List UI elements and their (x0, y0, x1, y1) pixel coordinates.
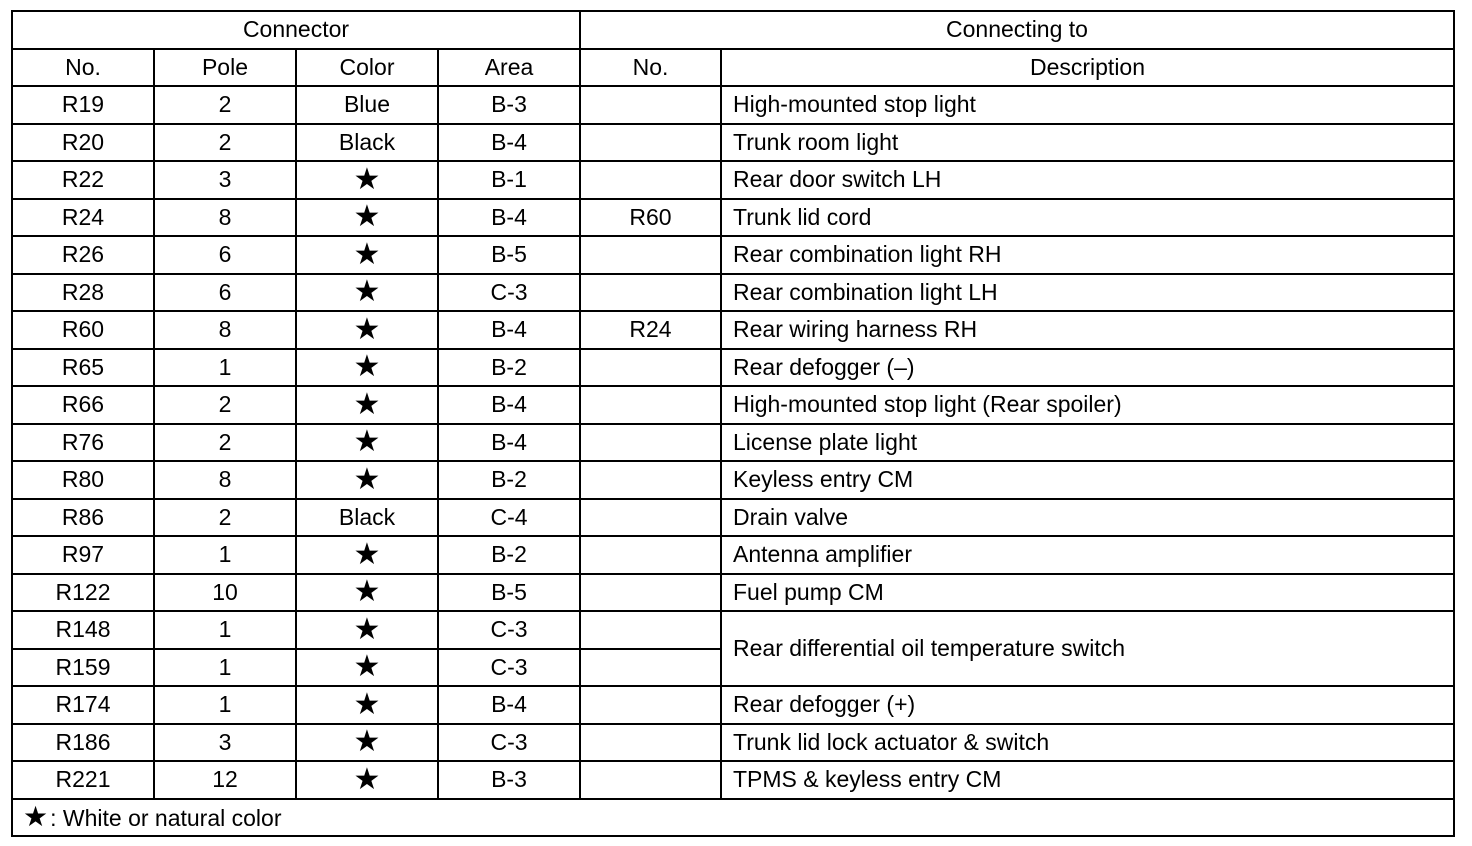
color-cell (296, 349, 438, 387)
pole-cell: 1 (154, 536, 296, 574)
description-cell: Keyless entry CM (721, 461, 1454, 499)
color-cell (296, 274, 438, 312)
description-cell: TPMS & keyless entry CM (721, 761, 1454, 799)
area-cell: B-2 (438, 461, 580, 499)
connecting-no-cell: R60 (580, 199, 721, 237)
connecting-no-cell (580, 686, 721, 724)
area-cell: B-4 (438, 386, 580, 424)
description-cell: Rear door switch LH (721, 161, 1454, 199)
connector-no-cell: R65 (12, 349, 154, 387)
legend-note (12, 799, 1454, 837)
color-cell (296, 686, 438, 724)
area-cell: B-5 (438, 574, 580, 612)
color-cell (296, 536, 438, 574)
table-row (12, 761, 1454, 799)
color-cell (296, 199, 438, 237)
color-cell (296, 761, 438, 799)
connector-no-cell: R60 (12, 311, 154, 349)
star-icon: ★ (353, 274, 381, 310)
color-cell (296, 161, 438, 199)
star-icon: ★ (353, 424, 381, 460)
pole-cell: 8 (154, 199, 296, 237)
description-cell: High-mounted stop light (721, 86, 1454, 124)
area-cell: B-3 (438, 761, 580, 799)
to-no-column-header: No. (580, 49, 721, 87)
legend-text: : White or natural color (50, 805, 282, 832)
color-cell (296, 236, 438, 274)
color-cell (296, 574, 438, 612)
connector-table (11, 10, 1455, 837)
connector-no-cell: R122 (12, 574, 154, 612)
pole-cell: 8 (154, 311, 296, 349)
star-icon: ★ (353, 311, 381, 347)
area-cell: B-4 (438, 199, 580, 237)
area-cell: B-5 (438, 236, 580, 274)
color-cell (296, 724, 438, 762)
connector-no-cell: R24 (12, 199, 154, 237)
connector-no-cell: R86 (12, 499, 154, 537)
table-row (12, 199, 1454, 237)
description-cell: Trunk lid cord (721, 199, 1454, 237)
connector-group-header: Connector (12, 11, 580, 49)
pole-cell: 6 (154, 236, 296, 274)
connecting-no-cell (580, 424, 721, 462)
star-icon: ★ (353, 161, 381, 197)
table-row (12, 124, 1454, 162)
connector-no-cell: R80 (12, 461, 154, 499)
area-cell: B-2 (438, 349, 580, 387)
no-column-header: No. (12, 49, 154, 87)
pole-cell: 1 (154, 349, 296, 387)
table-row (12, 86, 1454, 124)
description-cell: Rear combination light LH (721, 274, 1454, 312)
table-row (12, 386, 1454, 424)
pole-cell: 2 (154, 386, 296, 424)
pole-cell: 1 (154, 611, 296, 649)
table-row (12, 574, 1454, 612)
connecting-no-cell (580, 461, 721, 499)
area-cell: B-4 (438, 424, 580, 462)
star-icon: ★ (353, 761, 381, 797)
area-cell: B-2 (438, 536, 580, 574)
description-cell: Drain valve (721, 499, 1454, 537)
pole-column-header: Pole (154, 49, 296, 87)
connecting-no-cell (580, 161, 721, 199)
table-row (12, 311, 1454, 349)
star-icon: ★ (353, 236, 381, 272)
pole-cell: 3 (154, 724, 296, 762)
connector-no-cell: R221 (12, 761, 154, 799)
connector-no-cell: R159 (12, 649, 154, 687)
star-icon: ★ (353, 686, 381, 722)
star-icon: ★ (353, 199, 381, 235)
color-cell: Blue (296, 86, 438, 124)
table-row (12, 349, 1454, 387)
connector-no-cell: R97 (12, 536, 154, 574)
color-cell (296, 386, 438, 424)
pole-cell: 2 (154, 499, 296, 537)
connector-no-cell: R19 (12, 86, 154, 124)
pole-cell: 6 (154, 274, 296, 312)
connecting-no-cell (580, 536, 721, 574)
table-row (12, 686, 1454, 724)
pole-cell: 10 (154, 574, 296, 612)
description-cell: Rear defogger (+) (721, 686, 1454, 724)
connecting-no-cell (580, 236, 721, 274)
area-cell: C-3 (438, 649, 580, 687)
star-icon: ★ (353, 649, 381, 685)
connector-no-cell: R76 (12, 424, 154, 462)
area-cell: C-3 (438, 274, 580, 312)
area-cell: B-4 (438, 124, 580, 162)
connecting-no-cell (580, 649, 721, 687)
area-cell: C-4 (438, 499, 580, 537)
connector-no-cell: R20 (12, 124, 154, 162)
connector-no-cell: R22 (12, 161, 154, 199)
description-cell: Rear defogger (–) (721, 349, 1454, 387)
table-row (12, 461, 1454, 499)
table-row (12, 236, 1454, 274)
connecting-no-cell (580, 124, 721, 162)
table-row (12, 724, 1454, 762)
star-icon: ★ (353, 461, 381, 497)
star-icon: ★ (353, 574, 381, 610)
pole-cell: 8 (154, 461, 296, 499)
area-cell: B-4 (438, 686, 580, 724)
connecting-no-cell (580, 761, 721, 799)
description-cell: Trunk room light (721, 124, 1454, 162)
area-cell: B-1 (438, 161, 580, 199)
description-cell: Trunk lid lock actuator & switch (721, 724, 1454, 762)
pole-cell: 3 (154, 161, 296, 199)
table-row (12, 611, 1454, 649)
star-icon: ★ (353, 724, 381, 760)
connecting-no-cell (580, 386, 721, 424)
color-column-header: Color (296, 49, 438, 87)
connecting-no-cell (580, 274, 721, 312)
description-column-header: Description (721, 49, 1454, 87)
connector-no-cell: R66 (12, 386, 154, 424)
connecting-no-cell (580, 611, 721, 649)
color-cell: Black (296, 499, 438, 537)
pole-cell: 1 (154, 686, 296, 724)
pole-cell: 2 (154, 124, 296, 162)
table-row (12, 536, 1454, 574)
color-cell (296, 311, 438, 349)
color-cell (296, 424, 438, 462)
table-row (12, 161, 1454, 199)
description-cell: Antenna amplifier (721, 536, 1454, 574)
connector-no-cell: R186 (12, 724, 154, 762)
area-cell: C-3 (438, 724, 580, 762)
connecting-no-cell (580, 86, 721, 124)
star-icon: ★ (353, 536, 381, 572)
area-cell: C-3 (438, 611, 580, 649)
connector-no-cell: R174 (12, 686, 154, 724)
table-row (12, 424, 1454, 462)
description-cell: Rear combination light RH (721, 236, 1454, 274)
pole-cell: 1 (154, 649, 296, 687)
star-icon: ★ (353, 349, 381, 385)
description-cell: Rear wiring harness RH (721, 311, 1454, 349)
group-header-row (12, 11, 1454, 49)
color-cell: Black (296, 124, 438, 162)
star-icon: ★ (23, 800, 49, 834)
legend-row (12, 799, 1454, 837)
color-cell (296, 461, 438, 499)
pole-cell: 2 (154, 424, 296, 462)
star-icon: ★ (353, 611, 381, 647)
description-cell: High-mounted stop light (Rear spoiler) (721, 386, 1454, 424)
pole-cell: 2 (154, 86, 296, 124)
area-cell: B-4 (438, 311, 580, 349)
area-cell: B-3 (438, 86, 580, 124)
connecting-to-group-header: Connecting to (580, 11, 1454, 49)
connecting-no-cell (580, 349, 721, 387)
column-header-row (12, 49, 1454, 87)
description-cell: Fuel pump CM (721, 574, 1454, 612)
connecting-no-cell (580, 499, 721, 537)
star-icon: ★ (353, 386, 381, 422)
pole-cell: 12 (154, 761, 296, 799)
color-cell (296, 649, 438, 687)
area-column-header: Area (438, 49, 580, 87)
connecting-no-cell: R24 (580, 311, 721, 349)
color-cell (296, 611, 438, 649)
description-cell: Rear differential oil temperature switch (721, 611, 1454, 686)
connector-no-cell: R148 (12, 611, 154, 649)
connecting-no-cell (580, 724, 721, 762)
table-row (12, 499, 1454, 537)
connector-no-cell: R28 (12, 274, 154, 312)
description-cell: License plate light (721, 424, 1454, 462)
connecting-no-cell (580, 574, 721, 612)
table-row (12, 274, 1454, 312)
connector-no-cell: R26 (12, 236, 154, 274)
